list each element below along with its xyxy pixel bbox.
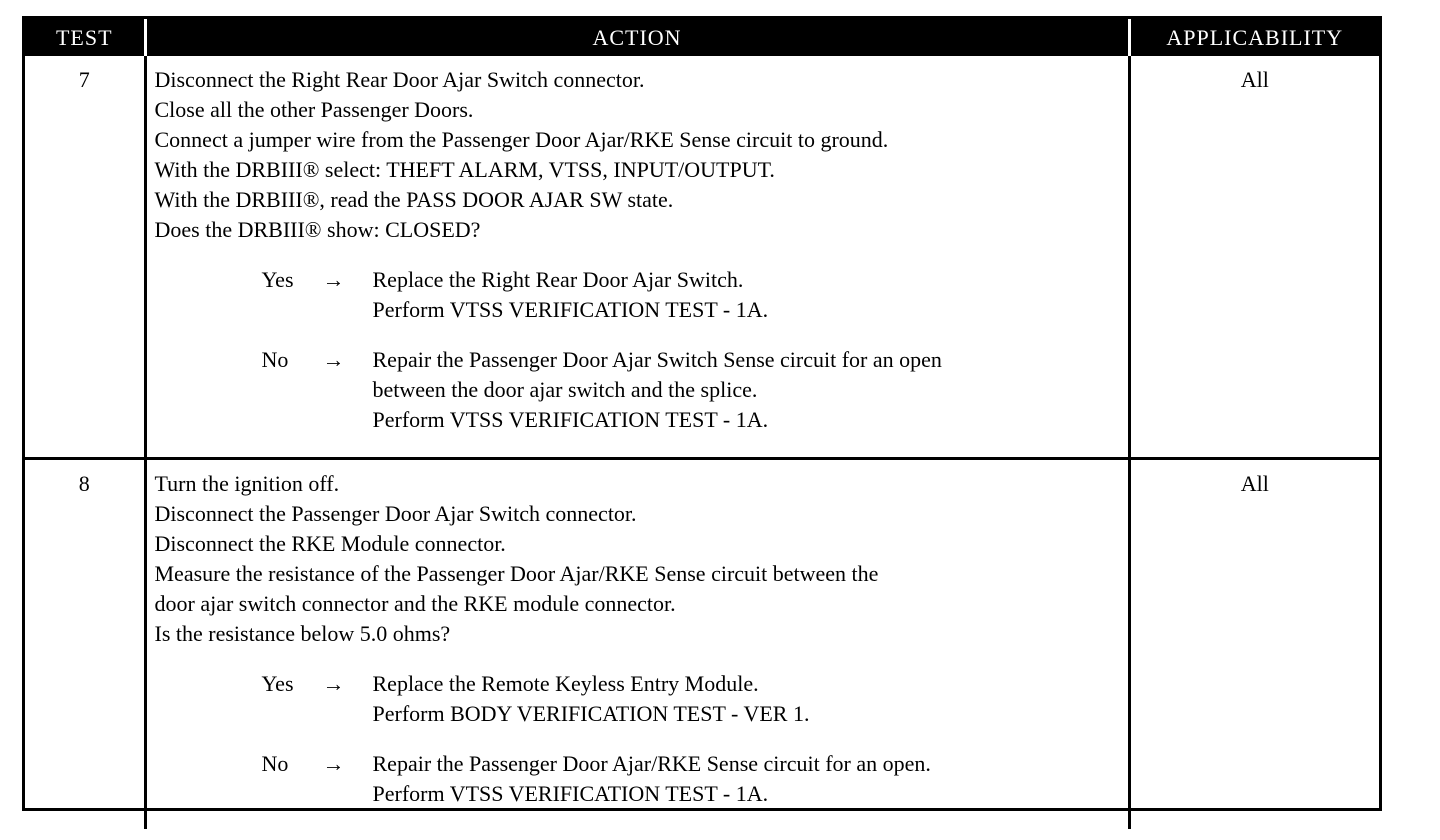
- action-step: Measure the resistance of the Passenger Door Ajar/RKE Sense circuit between the: [154, 561, 879, 586]
- response-line: Perform VTSS VERIFICATION TEST - 1A.: [372, 781, 769, 806]
- yes-label: Yes: [261, 671, 294, 696]
- test-number: 7: [25, 56, 145, 459]
- response-line: between the door ajar switch and the splice.: [372, 377, 758, 402]
- arrow-icon: →: [322, 347, 345, 372]
- response-line: Repair the Passenger Door Ajar/RKE Sense circuit for an open.: [372, 751, 931, 776]
- action-step: Disconnect the RKE Module connector.: [154, 531, 506, 556]
- response-line: Perform VTSS VERIFICATION TEST - 1A.: [372, 407, 769, 432]
- header-row: [25, 19, 1379, 56]
- yes-text: [307, 669, 1124, 729]
- action-step: Turn the ignition off.: [154, 471, 340, 496]
- response-line: Replace the Right Rear Door Ajar Switch.: [372, 267, 744, 292]
- no-label: No: [261, 347, 289, 372]
- action-cell: [145, 56, 1129, 459]
- no-text: [307, 345, 1124, 435]
- action-step: Disconnect the Passenger Door Ajar Switch connector.: [154, 501, 637, 526]
- action-step: Disconnect the Right Rear Door Ajar Switch connector.: [154, 67, 645, 92]
- action-step: With the DRBIII® select: THEFT ALARM, VTSS, INPUT/OUTPUT.: [154, 157, 775, 182]
- response-line: Perform BODY VERIFICATION TEST - VER 1.: [372, 701, 810, 726]
- response-line: Perform VTSS VERIFICATION TEST - 1A.: [372, 297, 769, 322]
- response-line: Repair the Passenger Door Ajar Switch Sense circuit for an open: [372, 347, 942, 372]
- action-step: With the DRBIII®, read the PASS DOOR AJAR SW state.: [154, 187, 674, 212]
- test-number: 8: [25, 459, 145, 830]
- arrow-icon: →: [322, 267, 345, 292]
- header-action: ACTION: [145, 19, 1129, 56]
- yes-text: [307, 265, 1124, 325]
- action-step: Is the resistance below 5.0 ohms?: [154, 621, 451, 646]
- yes-response: [155, 669, 1124, 729]
- action-step: Connect a jumper wire from the Passenger Door Ajar/RKE Sense circuit to ground.: [154, 127, 889, 152]
- no-label: No: [261, 751, 289, 776]
- header-applicability: APPLICABILITY: [1129, 19, 1379, 56]
- applicability-cell: All: [1240, 471, 1269, 496]
- arrow-icon: →: [322, 751, 345, 776]
- action-cell: [145, 459, 1129, 830]
- action-step: door ajar switch connector and the RKE module connector.: [154, 591, 676, 616]
- applicability-cell: All: [1129, 56, 1379, 459]
- table-row-test-7: [25, 56, 1379, 459]
- action-step: Does the DRBIII® show: CLOSED?: [154, 217, 481, 242]
- table-row-test-8: [25, 459, 1379, 830]
- diagnostic-table: [22, 16, 1382, 811]
- yes-response: [155, 265, 1124, 325]
- action-step: Close all the other Passenger Doors.: [154, 97, 474, 122]
- arrow-icon: →: [322, 671, 345, 696]
- response-line: Replace the Remote Keyless Entry Module.: [372, 671, 759, 696]
- test-table: [25, 19, 1379, 829]
- no-response: [155, 749, 1124, 809]
- no-text: [307, 749, 1124, 809]
- header-test: TEST: [25, 19, 145, 56]
- yes-label: Yes: [261, 267, 294, 292]
- no-response: [155, 345, 1124, 435]
